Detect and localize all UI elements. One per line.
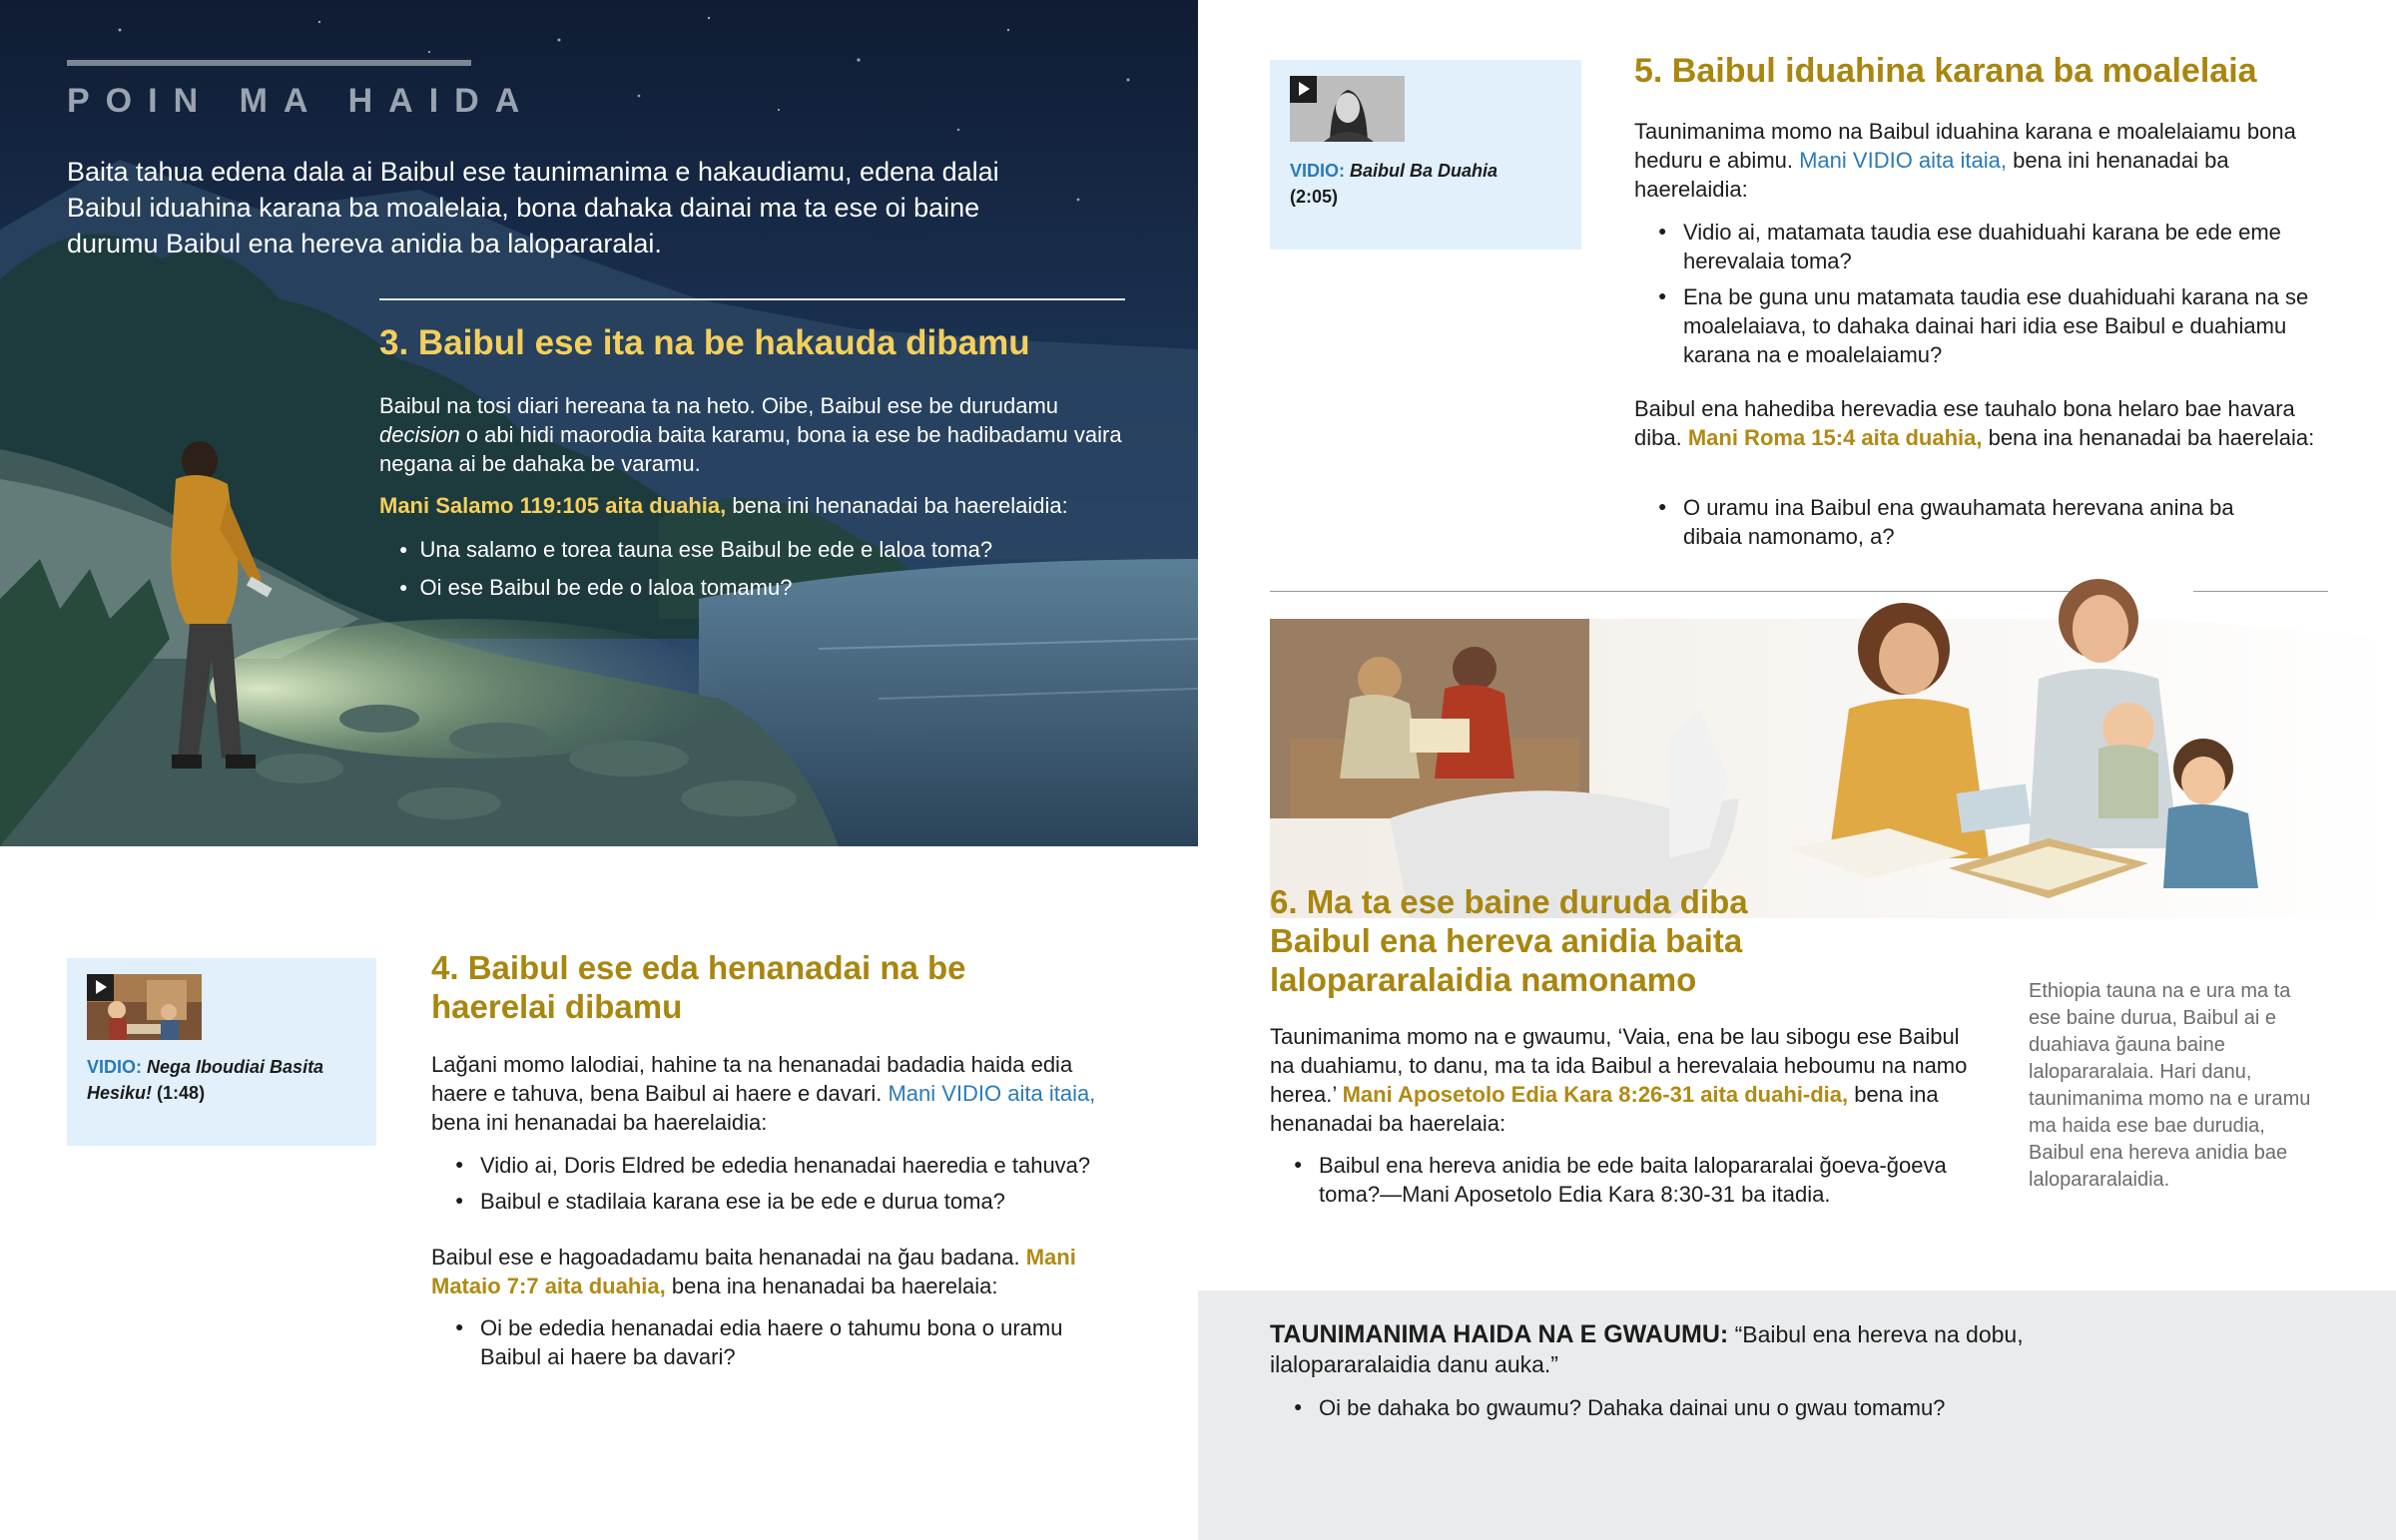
question-item: ● Oi ese Baibul be ede o laloa tomamu? [399,570,1138,608]
scripture-link[interactable]: Mani Aposetolo Edia Kara 8:26-31 aita duahi-dia, [1342,1082,1849,1107]
question-item: ● Vidio ai, matamata taudia ese duahiduahi karana be ede eme herevalaia toma? [1658,218,2337,275]
section-4-body: Lağani momo lalodiai, hahine ta na henanadai badadia haida edia haere e tahuva, bena Baibul ai haere e davari. Mani VIDIO aita itaia, bena ini henanadai ba haerelaidia: [431,1052,1096,1135]
opinion-statement: TAUNIMANIMA HAIDA NA E GWAUMU: “Baibul ena hereva na dobu, ilalopararalaidia danu auka.” [1270,1320,2024,1377]
video-card-baibul-ba-duahia[interactable] [1270,60,1581,250]
opinion-questions [1294,1393,2093,1429]
section-rule [67,60,471,66]
section-4-questions [455,1151,1134,1223]
question-item: ● Ena be guna unu matamata taudia ese duahiduahi karana na se moalelaiava, to dahaka dainai hari idia ese Baibul e duahiamu karana na e moalelaiamu? [1658,282,2337,369]
video-label: VIDIO: Baibul Ba Duahia (2:05) [1290,161,1498,207]
section-5-body-2: Baibul ena hahediba herevadia ese tauhalo bona helaro bae havara diba. Mani Roma 15:4 aita duahia, bena ina henanadai ba haerelaia: [1634,396,2315,450]
section-5-questions-2 [1658,493,2257,558]
video-thumbnail[interactable] [87,974,202,1040]
question-item: ● Vidio ai, Doris Eldred be ededia henanadai haeredia e tahuva? [455,1151,1134,1180]
video-link[interactable]: Mani VIDIO aita itaia, [888,1081,1096,1106]
section-5-title: 5. Baibul iduahina karana ba moalelaia [1634,52,2257,90]
video-link[interactable]: Mani VIDIO aita itaia, [1799,148,2007,173]
scripture-link[interactable]: Mani Mataio 7:7 aita duahia, [431,1245,1076,1298]
question-item: ● Oi be ededia henanadai edia haere o tahumu bona o uramu Baibul ai haere ba davari? [455,1313,1114,1371]
section-3-title: 3. Baibul ese ita na be hakauda dibamu [379,323,1030,362]
play-icon[interactable] [87,974,114,1001]
video-label: VIDIO: Nega Iboudiai Basita Hesiku! (1:48) [87,1057,324,1103]
section-4-title: 4. Baibul ese eda henanadai na be haerelai dibamu [431,949,966,1025]
section-3-body: Baibul na tosi diari hereana ta na heto. Oibe, Baibul ese be durudamu decision o abi hidi maorodia baita karamu, bona ia ese be hadibadamu vaira negana ai be dahaka be varamu. [379,393,1122,476]
poin-title: POIN MA HAIDA [67,82,536,120]
section-6-title: 6. Ma ta ese baine duruda diba Baibul ena hereva anidia baita lalopararalaidia namonamo [1270,883,1748,998]
question-item: ● Una salamo e torea tauna ese Baibul be ede e laloa toma? [399,532,1138,570]
play-icon[interactable] [1290,76,1317,103]
section-6-questions [1294,1151,1953,1216]
illustration-caption: Ethiopia tauna na e ura ma ta ese baine durua, Baibul ai e duahiava ğauna baine lalopararalaia. Hari danu, taunimanima momo na e uramu ma haida ese bae durudia, Baibul ena hereva anidia bae lalopararalaidia. [2029,980,2311,1191]
section-3-reference: Mani Salamo 119:105 aita duahia, bena ini henanadai ba haerelaidia: [379,493,1068,518]
section-3-questions [399,532,1138,608]
question-item: ● O uramu ina Baibul ena gwauhamata herevana anina ba dibaia namonamo, a? [1658,493,2257,551]
night-scene-panel [0,0,1198,846]
scripture-link[interactable]: Mani Roma 15:4 aita duahia, [1687,425,1983,450]
section-5-questions [1658,218,2337,376]
video-thumbnail[interactable] [1290,76,1405,142]
section-5-body: Taunimanima momo na Baibul iduahina karana e moalelaiamu bona heduru e abimu. Mani VIDIO aita itaia, bena ini henanadai ba haerelaidia: [1634,119,2296,202]
video-card-nega-iboudiai[interactable] [67,958,376,1146]
question-item: ● Oi be dahaka bo gwaumu? Dahaka dainai unu o gwau tomamu? [1294,1393,2093,1422]
poin-intro: Baita tahua edena dala ai Baibul ese taunimanima e hakaudiamu, edena dalai Baibul iduahina karana ba moalelaia, bona dahaka dainai ma ta ese oi baine durumu Baibul ena hereva anidia ba lalopararalai. [67,157,999,258]
section-3-rule [379,298,1125,300]
section-6-body: Taunimanima momo na e gwaumu, ‘Vaia, ena be lau sibogu ese Baibul na duahiamu, to danu, ma ta ida Baibul a herevalaia heboumu na namo herea.’ Mani Aposetolo Edia Kara 8:26-31 aita duahi-dia, bena ina henanadai ba haerelaia: [1270,1024,1968,1136]
scripture-link[interactable]: Mani Salamo 119:105 aita duahia, [379,493,727,518]
section-4-body-2: Baibul ese e hagoadadamu baita henanadai na ğau badana. Mani Mataio 7:7 aita duahia, bena ina henanadai ba haerelaia: [431,1245,1076,1298]
question-item: ● Baibul ena hereva anidia be ede baita lalopararalai ğoeva-ğoeva toma?—Mani Aposetolo Edia Kara 8:30-31 ba itadia. [1294,1151,1953,1209]
section-4-questions-2 [455,1313,1114,1378]
question-item: ● Baibul e stadilaia karana ese ia be ede e durua toma? [455,1187,1134,1216]
